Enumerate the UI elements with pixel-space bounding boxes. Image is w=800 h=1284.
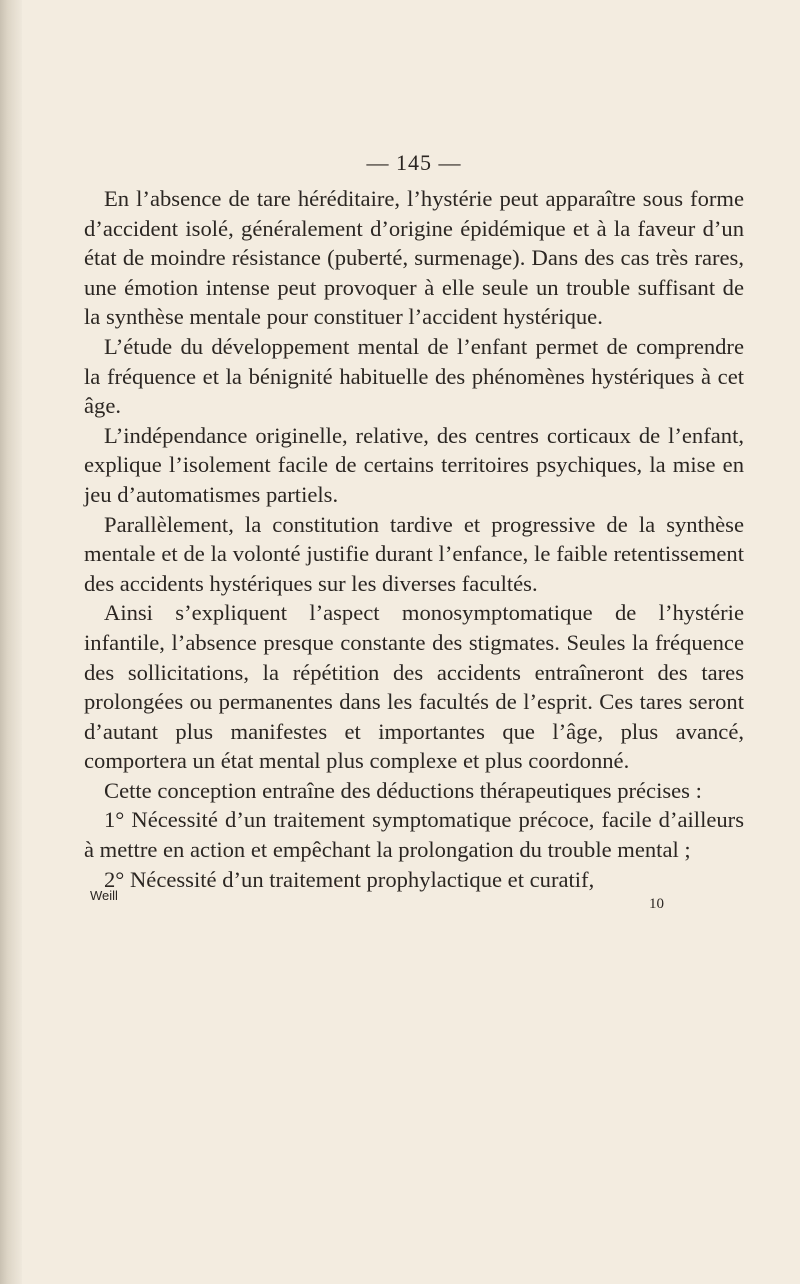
paragraph: 1° Nécessité d’un traitement symptomatique précoce, facile d’ailleurs à mettre en action et empêchant la prolongation du trouble mental ; (84, 807, 744, 863)
paragraph: 2° Nécessité d’un traitement prophylactique et curatif, (104, 866, 595, 892)
body-text (84, 184, 744, 894)
paragraph: En l’absence de tare héréditaire, l’hystérie peut apparaître sous forme d’accident isolé, généralement d’origine épidémique et à la faveur d’un état de moindre résistance (puberté, surmenage). Dans des cas très rares, une émotion intense peut provoquer à elle seule un trouble suffisant de la synthèse mentale pour constituer l’accident hystérique. (84, 186, 744, 330)
sheet-number: 10 (649, 896, 664, 913)
paragraph: Parallèlement, la constitution tardive et progressive de la synthèse mentale et de la volonté justifie durant l’enfance, le faible retentissement des accidents hystériques sur les diverses facultés. (84, 511, 744, 596)
page-binding-edge (0, 0, 22, 1284)
paragraph: Ainsi s’expliquent l’aspect monosymptomatique de l’hystérie infantile, l’absence presque constante des stigmates. Seules la fréquence des sollicitations, la répétition des accidents entraîneront des tares prolongées ou permanentes dans les facultés de l’esprit. Ces tares seront d’autant plus manifestes et importantes que l’âge, plus avancé, comportera un état mental plus complexe et plus coordonné. (84, 600, 744, 774)
page-footer (84, 888, 744, 918)
printer-signature: Weill (90, 888, 118, 904)
paragraph: L’indépendance originelle, relative, des centres corticaux de l’enfant, explique l’isolement facile de certains territoires psychiques, la mise en jeu d’automatismes partiels. (84, 422, 744, 507)
book-page (84, 148, 744, 918)
page-number: — 145 — (366, 150, 462, 175)
paragraph: L’étude du développement mental de l’enfant permet de comprendre la fréquence et la bénignité habituelle des phénomènes hystériques à cet âge. (84, 333, 744, 419)
paragraph: Cette conception entraîne des déductions thérapeutiques précises : (104, 777, 702, 803)
